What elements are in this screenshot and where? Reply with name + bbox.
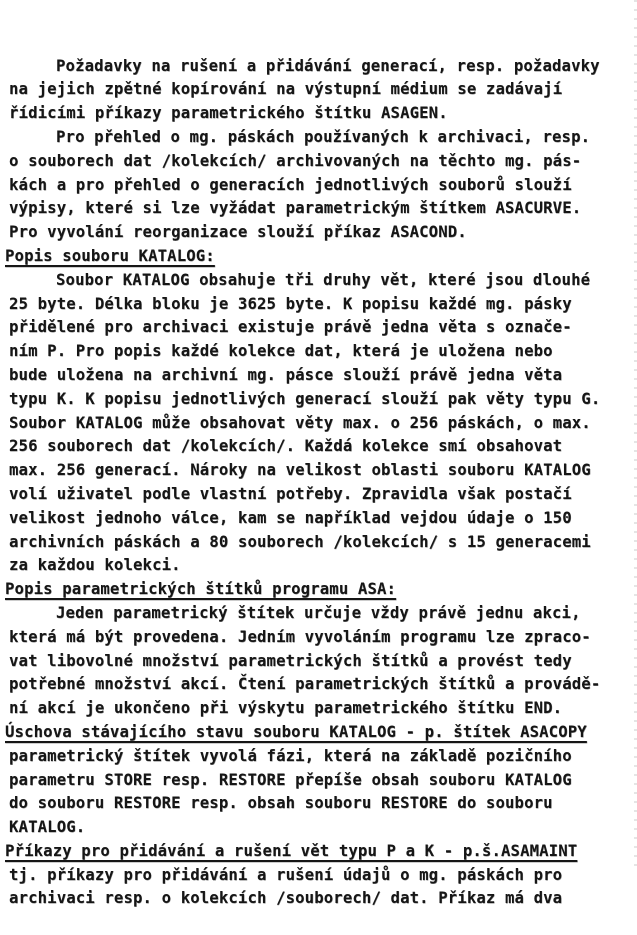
text-line: max. 256 generací. Nároky na velikost oblasti souboru KATALOG [9,461,591,480]
text-line: přidělené pro archivaci existuje právě jedna věta s označe- [9,318,572,337]
text-line: vat libovolné množství parametrických štítků a provést tedy [9,651,572,670]
document-body [5,55,631,912]
text-line: tj. příkazy pro přidávání a rušení údajů o mg. páskách pro [9,865,563,884]
text-line: archivních páskách a 80 souborech /kolekcích/ s 15 generacemi [9,532,591,551]
text-line: ní akcí je ukončeno při výskytu parametrického štítku END. [9,699,563,718]
text-line: o souborech dat /kolekcích/ archivovaných na těchto mg. pás- [9,151,582,170]
text-line: na jejich zpětné kopírování na výstupní médium se zadávají [9,80,563,99]
text-line: do souboru RESTORE resp. obsah souboru RESTORE do souboru [9,794,553,813]
text-line: Pro vyvolání reorganizace slouží příkaz ASACOND. [9,223,467,242]
section-heading: Popis parametrických štítků programu ASA: [5,580,397,599]
text-line: Soubor KATALOG obsahuje tři druhy vět, které jsou dlouhé [56,270,591,289]
text-line: Jeden parametrický štítek určuje vždy právě jednu akci, [56,603,581,622]
section-heading: Popis souboru KATALOG: [5,246,215,265]
text-line: Požadavky na rušení a přidávání generací, resp. požadavky [56,56,600,75]
text-line: volí uživatel podle vlastní potřeby. Zpravidla však postačí [9,484,572,503]
text-line: archivaci resp. o kolekcích /souborech/ dat. Příkaz má dva [9,889,563,908]
text-line: 25 byte. Délka bloku je 3625 byte. K popisu každé mg. pásky [9,294,572,313]
section-heading: Úschova stávajícího stavu souboru KATALOG - p. štítek ASACOPY [5,722,587,741]
text-line: KATALOG. [9,818,86,837]
text-line: výpisy, které si lze vyžádat parametrickým štítkem ASACURVE. [9,199,582,218]
text-line: která má být provedena. Jedním vyvoláním programu lze zpraco- [9,627,591,646]
text-line: parametru STORE resp. RESTORE přepíše obsah souboru KATALOG [9,770,572,789]
text-line: řídicími příkazy parametrického štítku ASAGEN. [9,104,448,123]
section-heading: Příkazy pro přidávání a rušení vět typu P a K - p.š.ASAMAINT [5,841,578,860]
text-line: ním P. Pro popis každé kolekce dat, která je uložena nebo [9,342,553,361]
text-line: parametrický štítek vyvolá fázi, která na základě pozičního [9,746,572,765]
text-line: Pro přehled o mg. páskách používaných k archivaci, resp. [56,127,591,146]
text-line: 256 souborech dat /kolekcích/. Každá kolekce smí obsahovat [9,437,563,456]
text-line: za každou kolekci. [9,556,181,575]
text-line: typu K. K popisu jednotlivých generací slouží pak věty typu G. [9,389,601,408]
text-line: kách a pro přehled o generacích jednotlivých souborů slouží [9,175,572,194]
text-line: velikost jednoho válce, kam se například vejdou údaje o 150 [9,508,572,527]
text-line: bude uložena na archivní mg. pásce slouží právě jedna věta [9,365,563,384]
text-line: potřebné množství akcí. Čtení parametrických štítků a provádě- [9,675,601,694]
text-line: Soubor KATALOG může obsahovat věty max. o 256 páskách, o max. [9,413,591,432]
